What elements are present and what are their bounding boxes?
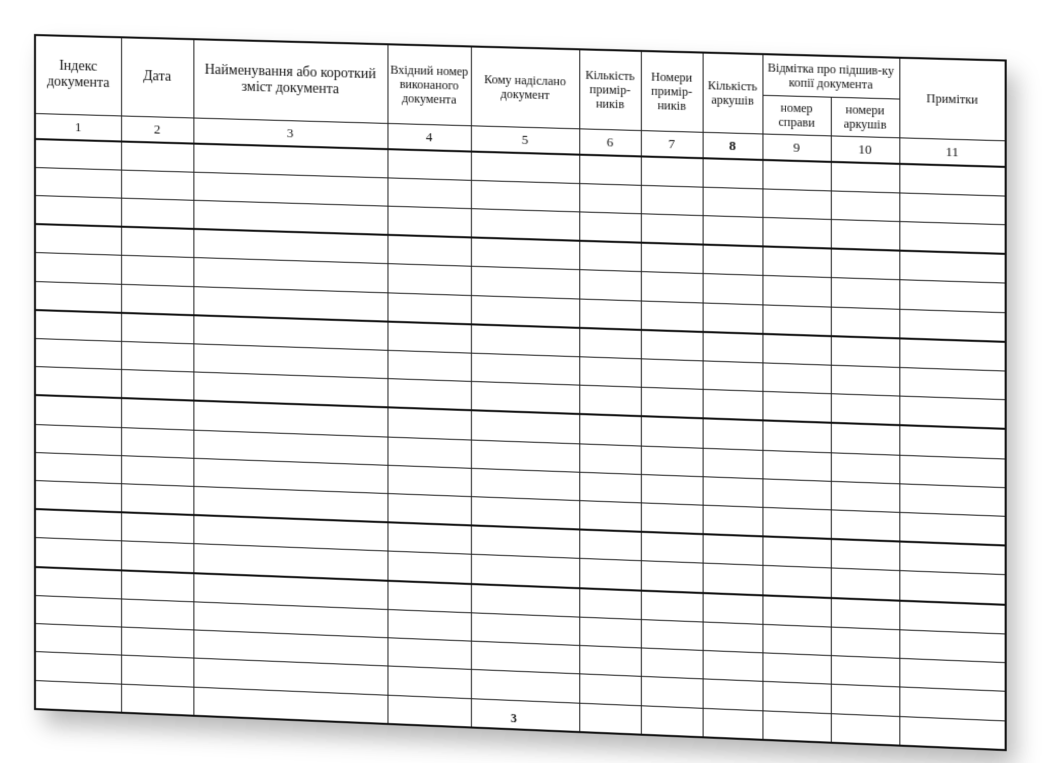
table-cell[interactable]	[831, 452, 900, 483]
table-cell[interactable]	[762, 479, 830, 510]
table-cell[interactable]	[35, 567, 121, 599]
table-cell[interactable]	[387, 465, 470, 497]
table-cell[interactable]	[471, 295, 579, 328]
table-cell[interactable]	[579, 501, 641, 532]
table-cell[interactable]	[35, 481, 121, 513]
table-cell[interactable]	[762, 304, 830, 335]
table-cell[interactable]	[35, 281, 121, 313]
column-number: 1	[35, 113, 121, 141]
header-sent-to: Кому надіслано документ	[471, 46, 579, 128]
table-cell[interactable]	[703, 303, 763, 334]
table-cell[interactable]	[121, 370, 193, 401]
table-cell[interactable]	[579, 299, 641, 330]
table-cell[interactable]	[387, 292, 470, 324]
table-cell[interactable]	[471, 267, 579, 299]
table-cell[interactable]	[35, 253, 121, 284]
table-cell[interactable]	[121, 341, 193, 372]
table-cell[interactable]	[471, 324, 579, 357]
table-cell[interactable]	[831, 191, 900, 222]
table-cell[interactable]	[35, 395, 121, 427]
table-cell[interactable]	[387, 523, 470, 555]
table-cell[interactable]	[762, 537, 830, 569]
column-number: 8	[703, 132, 763, 160]
table-cell[interactable]	[121, 256, 193, 287]
table-cell[interactable]	[387, 437, 470, 468]
table-cell[interactable]	[703, 332, 763, 363]
table-cell[interactable]	[703, 187, 763, 217]
table-cell[interactable]	[703, 505, 763, 536]
table-cell[interactable]	[899, 193, 1005, 225]
table-cell[interactable]	[831, 684, 900, 716]
column-number: 2	[121, 115, 193, 143]
table-cell[interactable]	[762, 363, 830, 394]
journal-sheet	[34, 34, 1005, 751]
table-cell[interactable]	[762, 682, 830, 714]
table-cell[interactable]	[471, 641, 579, 674]
table-cell[interactable]	[121, 570, 193, 602]
table-cell[interactable]	[35, 367, 121, 399]
table-cell[interactable]	[831, 161, 900, 192]
table-cell[interactable]	[831, 307, 900, 339]
table-cell[interactable]	[703, 622, 763, 653]
table-cell[interactable]	[579, 183, 641, 213]
table-cell[interactable]	[831, 598, 900, 630]
table-cell[interactable]	[831, 481, 900, 512]
table-cell[interactable]	[641, 446, 703, 477]
table-cell[interactable]	[35, 195, 121, 226]
column-number: 3	[193, 117, 387, 148]
table-cell[interactable]	[703, 158, 763, 189]
table-cell[interactable]	[121, 484, 193, 515]
table-cell[interactable]	[641, 156, 703, 187]
table-cell[interactable]	[579, 212, 641, 243]
table-cell[interactable]	[35, 624, 121, 656]
table-cell[interactable]	[121, 513, 193, 545]
table-cell[interactable]	[121, 599, 193, 630]
table-cell[interactable]	[899, 338, 1005, 371]
table-cell[interactable]	[831, 394, 900, 426]
table-cell[interactable]	[703, 274, 763, 305]
header-date: Дата	[121, 37, 193, 117]
table-cell[interactable]	[831, 336, 900, 368]
table-cell[interactable]	[121, 141, 193, 172]
table-cell[interactable]	[641, 417, 703, 448]
table-cell[interactable]	[579, 588, 641, 620]
table-cell[interactable]	[831, 656, 900, 688]
table-cell[interactable]	[899, 426, 1005, 459]
table-cell[interactable]	[579, 385, 641, 416]
table-cell[interactable]	[703, 448, 763, 479]
table-cell[interactable]	[762, 334, 830, 366]
table-cell[interactable]	[831, 365, 900, 396]
table-cell[interactable]	[35, 339, 121, 370]
header-sheet-numbers: номери аркушів	[831, 97, 900, 138]
table-cell[interactable]	[35, 452, 121, 483]
header-filing-mark: Відмітка про підшив-ку копії документа	[762, 54, 899, 98]
table-cell[interactable]	[641, 590, 703, 622]
table-cell[interactable]	[35, 652, 121, 684]
header-document-index: Індекс документа	[35, 35, 121, 115]
table-cell[interactable]	[899, 309, 1005, 342]
table-cell[interactable]	[471, 353, 579, 385]
table-cell[interactable]	[579, 270, 641, 301]
table-cell[interactable]	[579, 241, 641, 272]
table-cell[interactable]	[762, 595, 830, 627]
header-document-title: Найменування або короткий зміст документа	[193, 39, 387, 123]
header-notes: Примітки	[899, 58, 1005, 141]
table-cell[interactable]	[641, 359, 703, 390]
table-cell[interactable]	[703, 390, 763, 421]
table-cell[interactable]	[641, 301, 703, 332]
table-cell[interactable]	[831, 278, 900, 309]
table-cell[interactable]	[641, 185, 703, 215]
table-cell[interactable]	[121, 198, 193, 229]
table-cell[interactable]	[387, 408, 470, 440]
table-cell[interactable]	[121, 227, 193, 258]
table-cell[interactable]	[579, 414, 641, 445]
table-cell[interactable]	[703, 534, 763, 565]
table-cell[interactable]	[899, 512, 1005, 545]
table-cell[interactable]	[387, 379, 470, 411]
table-cell[interactable]	[471, 382, 579, 415]
table-cell[interactable]	[35, 595, 121, 627]
table-cell[interactable]	[387, 494, 470, 526]
table-cell[interactable]	[703, 216, 763, 247]
journal-body	[35, 139, 1006, 751]
table-cell[interactable]	[831, 249, 900, 280]
table-cell[interactable]	[121, 427, 193, 458]
table-cell[interactable]	[762, 159, 830, 190]
column-number: 11	[899, 137, 1005, 166]
table-cell[interactable]	[35, 139, 121, 170]
table-cell[interactable]	[762, 247, 830, 278]
table-cell[interactable]	[641, 387, 703, 418]
table-cell[interactable]	[703, 651, 763, 682]
table-cell[interactable]	[387, 206, 470, 238]
table-cell[interactable]	[899, 542, 1005, 575]
table-cell[interactable]	[121, 284, 193, 315]
table-cell[interactable]	[387, 149, 470, 180]
table-cell[interactable]	[387, 350, 470, 381]
table-cell[interactable]	[641, 474, 703, 505]
table-cell[interactable]	[471, 526, 579, 559]
table-cell[interactable]	[899, 163, 1005, 195]
table-cell[interactable]	[703, 679, 763, 710]
table-cell[interactable]	[471, 497, 579, 530]
table-cell[interactable]	[899, 221, 1005, 254]
column-number: 4	[387, 123, 470, 151]
table-cell[interactable]	[831, 568, 900, 600]
table-cell[interactable]	[387, 235, 470, 267]
table-cell[interactable]	[762, 189, 830, 220]
table-cell[interactable]	[121, 398, 193, 429]
table-cell[interactable]	[121, 627, 193, 658]
journal-table	[34, 34, 1007, 751]
table-cell[interactable]	[121, 541, 193, 573]
table-cell[interactable]	[579, 444, 641, 475]
table-cell[interactable]	[703, 419, 763, 450]
table-cell[interactable]	[471, 440, 579, 472]
table-cell[interactable]	[579, 154, 641, 185]
table-cell[interactable]	[641, 677, 703, 708]
table-cell[interactable]	[35, 509, 121, 541]
table-cell[interactable]	[579, 357, 641, 388]
table-cell[interactable]	[899, 687, 1005, 720]
table-cell[interactable]	[579, 617, 641, 648]
table-cell[interactable]	[387, 638, 470, 670]
table-cell[interactable]	[471, 238, 579, 270]
table-cell[interactable]	[387, 609, 470, 641]
table-cell[interactable]	[471, 584, 579, 617]
table-cell[interactable]	[641, 532, 703, 563]
table-cell[interactable]	[899, 571, 1005, 604]
table-cell[interactable]	[762, 421, 830, 453]
table-cell[interactable]	[579, 559, 641, 590]
table-cell[interactable]	[579, 674, 641, 705]
table-cell[interactable]	[471, 411, 579, 444]
table-cell[interactable]	[35, 538, 121, 570]
table-cell[interactable]	[703, 593, 763, 625]
table-cell[interactable]	[579, 646, 641, 677]
table-cell[interactable]	[121, 170, 193, 200]
table-cell[interactable]	[641, 648, 703, 679]
table-cell[interactable]	[641, 272, 703, 303]
column-number: 10	[831, 135, 900, 163]
table-cell[interactable]	[831, 423, 900, 455]
table-cell[interactable]	[703, 564, 763, 596]
table-cell[interactable]	[579, 328, 641, 359]
table-cell[interactable]	[899, 367, 1005, 399]
header-copy-numbers: Номери примір-ників	[641, 51, 703, 132]
table-cell[interactable]	[579, 472, 641, 503]
table-cell[interactable]	[471, 151, 579, 183]
header-incoming-number: Вхідний номер виконаного документа	[387, 44, 470, 125]
table-cell[interactable]	[899, 251, 1005, 284]
header-case-number: номер справи	[762, 95, 830, 136]
column-number: 5	[471, 125, 579, 154]
table-cell[interactable]	[762, 217, 830, 248]
table-cell[interactable]	[121, 455, 193, 486]
table-cell[interactable]	[641, 214, 703, 245]
table-cell[interactable]	[579, 530, 641, 561]
table-cell[interactable]	[703, 361, 763, 392]
table-cell[interactable]	[899, 280, 1005, 312]
table-cell[interactable]	[899, 484, 1005, 517]
table-cell[interactable]	[899, 600, 1005, 634]
table-cell[interactable]	[641, 243, 703, 274]
table-cell[interactable]	[762, 624, 830, 655]
table-cell[interactable]	[387, 580, 470, 612]
table-cell[interactable]	[762, 276, 830, 307]
table-cell[interactable]	[387, 666, 470, 698]
table-cell[interactable]	[121, 655, 193, 686]
table-cell[interactable]	[899, 658, 1005, 691]
table-cell[interactable]	[762, 653, 830, 684]
table-cell[interactable]	[831, 539, 900, 571]
table-cell[interactable]	[471, 209, 579, 241]
table-cell[interactable]	[387, 264, 470, 295]
table-cell[interactable]	[35, 224, 121, 255]
table-cell[interactable]	[762, 566, 830, 598]
column-number: 7	[641, 130, 703, 158]
table-cell[interactable]	[35, 424, 121, 455]
table-cell[interactable]	[762, 507, 830, 539]
table-cell[interactable]	[703, 245, 763, 276]
header-copies-count: Кількість примір-ників	[579, 49, 641, 130]
table-cell[interactable]	[762, 392, 830, 424]
table-cell[interactable]	[641, 619, 703, 650]
table-cell[interactable]	[641, 330, 703, 361]
table-cell[interactable]	[831, 219, 900, 250]
table-cell[interactable]	[471, 670, 579, 703]
table-cell[interactable]	[471, 555, 579, 588]
table-cell[interactable]	[899, 455, 1005, 488]
table-cell[interactable]	[762, 450, 830, 481]
table-cell[interactable]	[899, 630, 1005, 663]
table-cell[interactable]	[35, 167, 121, 198]
table-cell[interactable]	[387, 321, 470, 353]
table-cell[interactable]	[387, 178, 470, 209]
table-cell[interactable]	[121, 313, 193, 344]
table-cell[interactable]	[641, 503, 703, 534]
table-cell[interactable]	[899, 396, 1005, 429]
table-cell[interactable]	[831, 627, 900, 658]
column-number: 6	[579, 128, 641, 156]
table-cell[interactable]	[703, 477, 763, 508]
table-cell[interactable]	[387, 551, 470, 583]
table-cell[interactable]	[471, 613, 579, 646]
table-cell[interactable]	[831, 510, 900, 542]
table-cell[interactable]	[471, 468, 579, 500]
table-cell[interactable]	[471, 180, 579, 212]
header-sheets-count: Кількість аркушів	[703, 53, 763, 134]
column-number: 9	[762, 133, 830, 161]
table-cell[interactable]	[35, 310, 121, 342]
table-cell[interactable]	[641, 561, 703, 593]
page-number: 3	[510, 710, 517, 726]
